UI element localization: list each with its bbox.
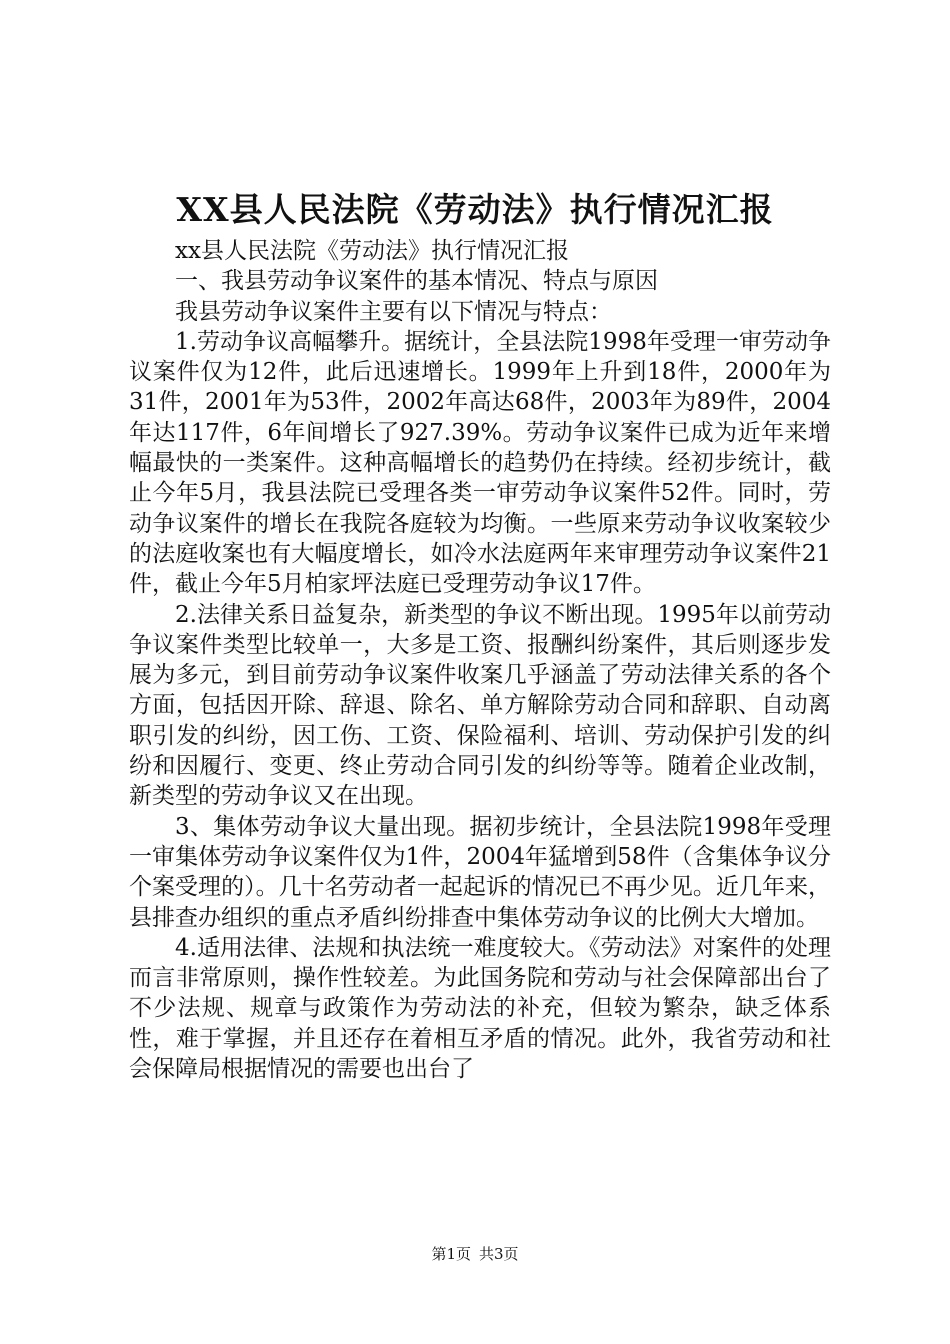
document-body	[129, 236, 831, 1084]
document-title: XX县人民法院《劳动法》执行情况汇报	[176, 190, 774, 229]
paragraph-section-heading: 一、我县劳动争议案件的基本情况、特点与原因	[175, 268, 658, 295]
paragraph-subtitle: xx县人民法院《劳动法》执行情况汇报	[175, 238, 569, 264]
page-total: 共3页	[479, 1245, 519, 1263]
paragraph-point-4: 4.适用法律、法规和执法统一难度较大。《劳动法》对案件的处理而言非常原则，操作性较差。为此国务院和劳动与社会保障部出台了不少法规、规章与政策作为劳动法的补充，但较为繁杂，缺乏体系性，难于掌握，并且还存在着相互矛盾的情况。此外，我省劳动和社会保障局根据情况的需要也出台了	[129, 934, 831, 1083]
paragraph-point-3: 3、集体劳动争议大量出现。据初步统计，全县法院1998年受理一审集体劳动争议案件仅为1件，2004年猛增到58件（含集体争议分个案受理的）。几十名劳动者一起起诉的情况已不再少见。近几年来，县排查办组织的重点矛盾纠纷排查中集体劳动争议的比例大大增加。	[129, 813, 831, 931]
page-footer	[0, 1244, 950, 1264]
paragraph-point-2: 2.法律关系日益复杂，新类型的争议不断出现。1995年以前劳动争议案件类型比较单一，大多是工资、报酬纠纷案件，其后则逐步发展为多元，到目前劳动争议案件收案几乎涵盖了劳动法律关系的各个方面，包括因开除、辞退、除名、单方解除劳动合同和辞职、自动离职引发的纠纷，因工伤、工资、保险福利、培训、劳动保护引发的纠纷和因履行、变更、终止劳动合同引发的纠纷等等。随着企业改制，新类型的劳动争议又在出现。	[129, 601, 831, 810]
page-number: 第1页	[431, 1245, 471, 1263]
paragraph-intro: 我县劳动争议案件主要有以下情况与特点：	[175, 298, 612, 325]
paragraph-point-1: 1.劳动争议高幅攀升。据统计，全县法院1998年受理一审劳动争议案件仅为12件，此后迅速增长。1999年上升到18件，2000年为31件，2001年为53件，2002年高达68件，2003年为89件，2004年达117件，6年间增长了927.39%。劳动争议案件已成为近年来增幅最快的一类案件。这种高幅增长的趋势仍在持续。经初步统计，截止今年5月，我县法院已受理各类一审劳动争议案件52件。同时，劳动争议案件的增长在我院各庭较为均衡。一些原来劳动争议收案较少的法庭收案也有大幅度增长，如冷水法庭两年来审理劳动争议案件21件，截止今年5月柏家坪法庭已受理劳动争议17件。	[129, 328, 831, 598]
